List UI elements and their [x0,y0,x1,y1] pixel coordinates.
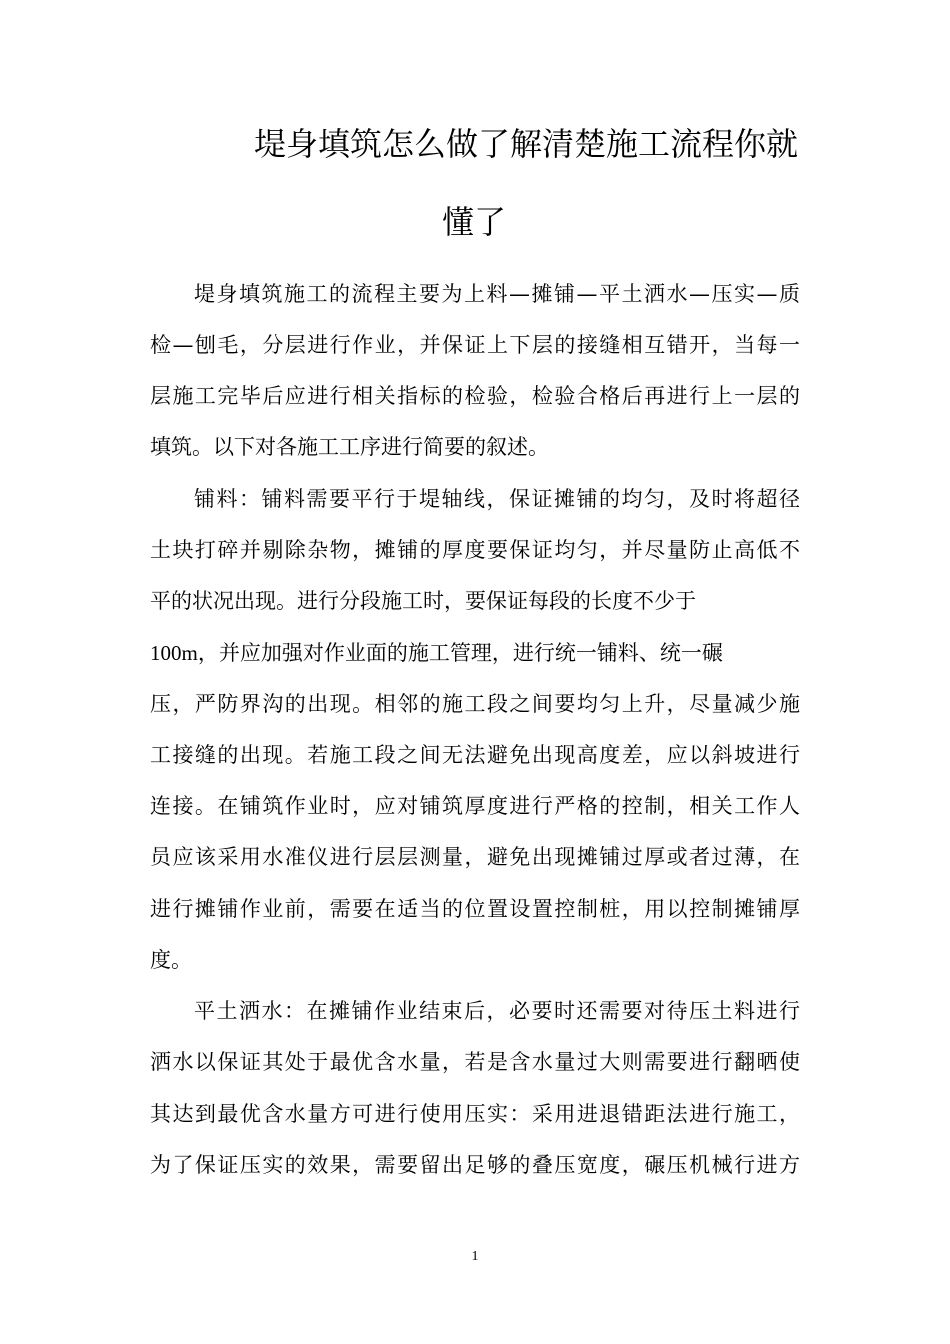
paragraph-line: 土块打碎并剔除杂物，摊铺的厚度要保证均匀，并尽量防止高低不 [150,538,800,562]
paragraph-line: 度。 [150,948,192,972]
paragraph-line: 平的状况出现。进行分段施工时，要保证每段的长度不少于 [150,589,696,613]
paragraph-line: 进行摊铺作业前，需要在适当的位置设置控制桩，用以控制摊铺厚 [150,897,800,921]
paragraph-line: 其达到最优含水量方可进行使用压实：采用进退错距法进行施工， [150,1102,800,1126]
paragraph-line-with-value [150,637,760,669]
paragraph-line: 洒水以保证其处于最优含水量，若是含水量过大则需要进行翻晒使 [150,1050,800,1074]
paragraph-line: 检—刨毛，分层进行作业，并保证上下层的接缝相互错开，当每一 [150,333,800,357]
paragraph-line: 层施工完毕后应进行相关指标的检验，检验合格后再进行上一层的 [150,384,800,408]
document-title-line-2: 懂了 [441,203,506,241]
paragraph-line: 员应该采用水准仪进行层层测量，避免出现摊铺过厚或者过薄，在 [150,845,800,869]
paragraph-line: 压，严防界沟的出现。相邻的施工段之间要均匀上升，尽量减少施 [150,692,800,716]
paragraph-line: 工接缝的出现。若施工段之间无法避免出现高度差，应以斜坡进行 [150,743,800,767]
paragraph-line: 填筑。以下对各施工工序进行简要的叙述。 [150,435,549,459]
segment-length-value: 100m [150,641,198,665]
paragraph-line: 连接。在铺筑作业时，应对铺筑厚度进行严格的控制，相关工作人 [150,794,800,818]
document-title-line-1: 堤身填筑怎么做了解清楚施工流程你就 [253,125,798,163]
page-number: 1 [471,1249,479,1264]
paragraph-line: 铺料：铺料需要平行于堤轴线，保证摊铺的均匀，及时将超径 [194,487,800,511]
paragraph-line: 堤身填筑施工的流程主要为上料—摊铺—平土洒水—压实—质 [194,282,800,306]
paragraph-line: 平土洒水：在摊铺作业结束后，必要时还需要对待压土料进行 [194,999,800,1023]
paragraph-line: 为了保证压实的效果，需要留出足够的叠压宽度，碾压机械行进方 [150,1153,800,1177]
paragraph-line-text: ，并应加强对作业面的施工管理，进行统一铺料、统一碾 [197,641,723,665]
